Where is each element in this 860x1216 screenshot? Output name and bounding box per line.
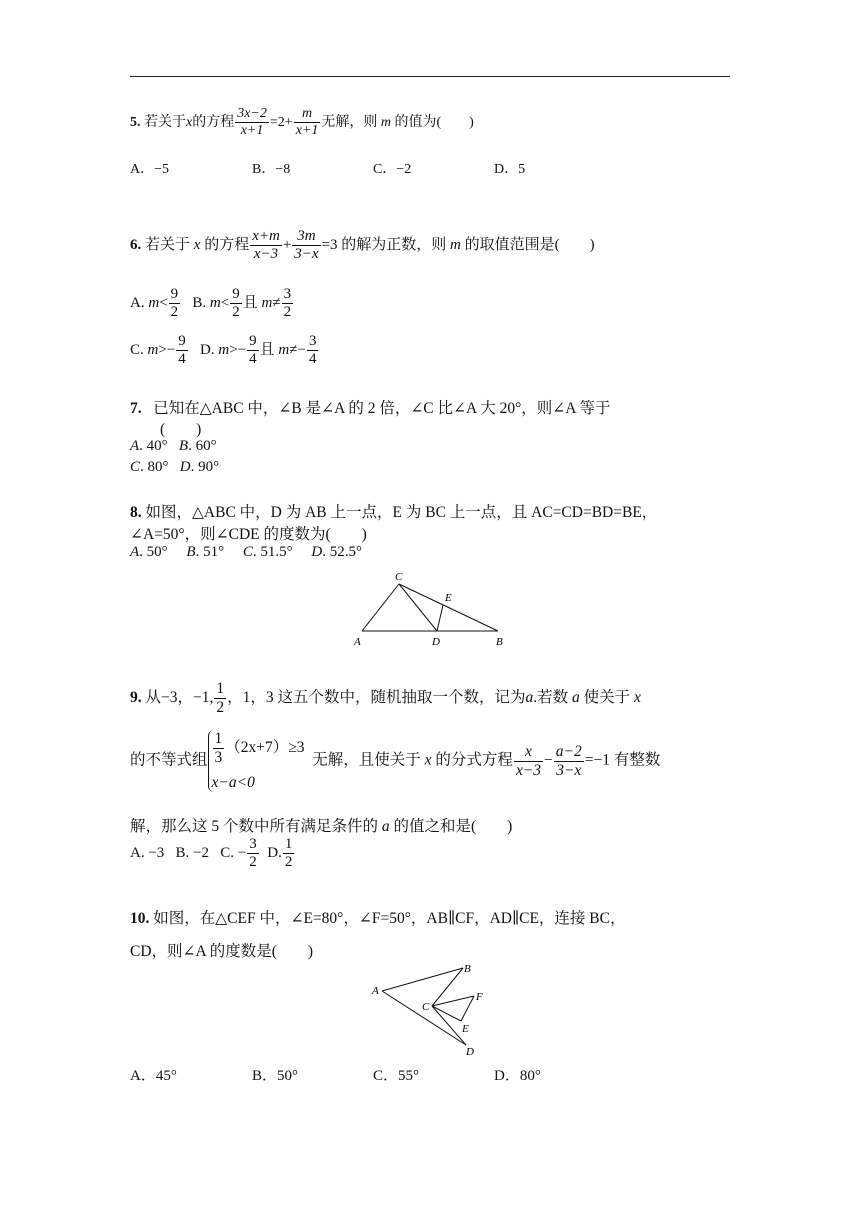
question-7 [130, 396, 611, 418]
question-number: 9. [130, 688, 142, 706]
text: =−1 有整数 [584, 751, 661, 769]
fraction [282, 286, 294, 322]
denominator: 2 [284, 854, 293, 871]
fraction [554, 743, 584, 780]
q7-options-ab [130, 438, 217, 455]
text: 的分式方程 [435, 751, 513, 769]
fraction [235, 106, 269, 139]
option-c: C [130, 459, 141, 475]
text: + [282, 237, 292, 254]
label-E: E [445, 592, 452, 604]
text: 解，那么这 5 个数中所有满足条件的 [130, 818, 379, 835]
label-C: C [395, 571, 403, 583]
question-9-line1 [130, 680, 641, 717]
option-a: A．45° [130, 1068, 177, 1084]
text: 无解，且使关于 [312, 751, 421, 769]
question-text-line2: CD，则∠A 的度数是( ) [130, 943, 314, 960]
numerator: 3 [307, 333, 319, 351]
question-number: 6. [130, 237, 142, 254]
text: 使关于 [583, 688, 631, 706]
option-d-value: . 90° [190, 459, 220, 475]
text: =3 的解为正数，则 [321, 237, 447, 254]
option-b: B [186, 544, 196, 560]
denominator: 2 [283, 304, 292, 321]
denominator: 2 [170, 304, 179, 321]
text: 的值为( ) [394, 114, 474, 130]
denominator: x+1 [295, 123, 319, 139]
option-a: A [130, 438, 140, 454]
numerator: 3 [247, 836, 259, 854]
fraction [292, 228, 320, 264]
denominator: x−3 [253, 246, 279, 263]
numerator: 9 [230, 286, 242, 304]
question-10 [130, 906, 625, 928]
text: 且 [259, 342, 275, 359]
denominator: 3−x [294, 246, 319, 263]
numerator: 3x−2 [235, 106, 269, 123]
inequality-1: （2x+7）≥3 [225, 738, 305, 756]
option-d: D. [200, 342, 215, 359]
var-a: a [572, 688, 580, 706]
numerator: 9 [247, 333, 259, 351]
option-c: C [242, 544, 253, 560]
inequality-2: x−a<0 [211, 773, 255, 791]
option-c: C. [130, 342, 144, 359]
q9-options [130, 836, 295, 872]
triangle-figure-q8 [350, 568, 515, 652]
numerator: 9 [169, 286, 181, 304]
text: 从−3，−1, [145, 688, 214, 706]
label-D: D [432, 636, 440, 648]
text: 的值之和是( ) [393, 818, 513, 835]
answer-blank: ( ) [160, 421, 202, 438]
numerator: m [294, 106, 321, 123]
var-m: m [148, 295, 160, 312]
question-9-line2 [130, 730, 660, 792]
var-m: m [209, 295, 221, 312]
var-x: x [424, 751, 432, 769]
fraction [250, 228, 282, 264]
label-D: D [466, 1046, 474, 1058]
question-text-line2: ∠A=50°，则∠CDE 的度数为( ) [130, 526, 367, 543]
option-c-value: . 80° [140, 459, 169, 475]
text: < [220, 295, 230, 312]
denominator: 4 [308, 351, 317, 368]
option-b: B [178, 438, 189, 454]
question-text: 如图，△ABC 中，D 为 AB 上一点，E 为 BC 上一点，且 AC=CD=BD=BE， [145, 504, 658, 521]
text: 若关于 [144, 114, 186, 130]
option-b: B．−8 [252, 162, 291, 177]
label-A: A [354, 636, 361, 648]
denominator: 2 [232, 304, 240, 321]
var-a: a [381, 818, 390, 835]
fraction [169, 286, 181, 322]
option-c: C. − [220, 845, 247, 862]
option-d-value: . 52.5° [322, 544, 362, 560]
denominator: 3−x [556, 761, 582, 779]
text: 且 [242, 295, 258, 312]
question-number: 8. [130, 504, 142, 521]
denominator: 2 [249, 854, 257, 871]
denominator: 4 [178, 351, 186, 368]
var-a: a [525, 688, 534, 706]
option-c-value: . 51.5° [252, 544, 293, 560]
var-m: m [218, 342, 230, 359]
text: ，1，3 这五个数中，随机抽取一个数，记为 [227, 688, 526, 706]
text: 的方程 [192, 114, 235, 130]
text: 无解，则 [321, 114, 378, 130]
question-5 [130, 106, 474, 139]
denominator: x−3 [515, 761, 542, 779]
text: .若数 [533, 688, 569, 706]
question-text: 如图，在△CEF 中，∠E=80°，∠F=50°，AB∥CF，AD∥CE，连接 BC， [153, 910, 626, 927]
question-text: 已知在△ABC 中，∠B 是∠A 的 2 倍，∠C 比∠A 大 20°，则∠A 等于 [153, 400, 611, 417]
label-B: B [464, 963, 471, 975]
text: 若关于 [145, 237, 191, 254]
var-m: m [261, 295, 273, 312]
label-B: B [496, 636, 503, 648]
numerator: 3 [282, 286, 294, 304]
label-F: F [476, 991, 483, 1003]
numerator: a−2 [555, 742, 582, 760]
q6-options-ab [130, 286, 294, 322]
fraction [307, 333, 319, 369]
denominator: 3 [214, 748, 223, 766]
text: 的方程 [204, 237, 250, 254]
fraction [514, 743, 543, 780]
denominator: x+1 [240, 123, 264, 139]
text: >− [158, 342, 176, 359]
text: < [159, 295, 168, 312]
var-x: x [193, 237, 201, 254]
parallel-lines-figure-q10 [368, 958, 488, 1060]
option-b: B. [192, 295, 207, 312]
question-8 [130, 500, 657, 522]
fraction [213, 730, 225, 767]
option-a: A. [130, 295, 145, 312]
fraction [214, 680, 226, 717]
question-6 [130, 228, 595, 264]
option-c: C．−2 [373, 162, 412, 177]
var-m: m [147, 342, 159, 359]
var-x: x [186, 114, 193, 130]
text: − [544, 751, 553, 769]
option-d: D．80° [494, 1068, 541, 1084]
label-E: E [462, 1023, 469, 1035]
denominator: 4 [249, 351, 257, 368]
option-a: A [130, 544, 140, 560]
option-b-value: . 51° [195, 544, 225, 560]
option-d: D [179, 459, 191, 475]
numerator: 1 [283, 836, 295, 854]
option-d: D [311, 544, 323, 560]
option-a-value: . 40° [139, 438, 168, 454]
option-d: D. [267, 845, 282, 862]
numerator: x [514, 743, 543, 762]
text: ≠− [289, 342, 306, 359]
text: 的取值范围是( ) [464, 237, 595, 254]
fraction [294, 106, 321, 139]
numerator: 3m [292, 228, 320, 246]
numerator: 1 [216, 680, 225, 697]
q6-options-cd [130, 333, 319, 369]
var-m: m [450, 237, 461, 254]
numerator: x+m [250, 228, 282, 246]
denominator: 2 [216, 698, 225, 716]
text: ≠ [272, 295, 281, 312]
fraction [230, 286, 242, 322]
q8-options [130, 544, 362, 561]
text: =2+ [269, 114, 293, 130]
label-A: A [372, 985, 379, 997]
label-C: C [422, 1001, 430, 1013]
header-rule [130, 76, 730, 77]
var-m: m [380, 114, 391, 130]
option-b: B. −2 [175, 845, 210, 862]
question-number: 10. [130, 910, 150, 927]
fraction [247, 333, 259, 369]
numerator: 9 [176, 333, 188, 351]
var-m: m [278, 342, 290, 359]
text: >− [229, 342, 247, 359]
option-a-value: . 50° [139, 544, 168, 560]
question-number: 7. [130, 400, 142, 417]
q7-options-cd [130, 459, 219, 476]
inequality-system [208, 730, 305, 792]
fraction [283, 836, 295, 872]
question-9-line3 [130, 814, 512, 836]
option-a: A．−5 [130, 162, 170, 177]
var-x: x [634, 688, 641, 706]
option-d: D．5 [494, 162, 526, 177]
option-c: C．55° [373, 1068, 420, 1084]
option-b: B．50° [252, 1068, 299, 1084]
text: 的不等式组 [130, 751, 208, 769]
question-number: 5. [130, 114, 141, 130]
fraction [247, 836, 259, 872]
option-b-value: . 60° [188, 438, 217, 454]
fraction [176, 333, 188, 369]
option-a: A. −3 [130, 845, 165, 862]
numerator: 1 [214, 730, 223, 747]
